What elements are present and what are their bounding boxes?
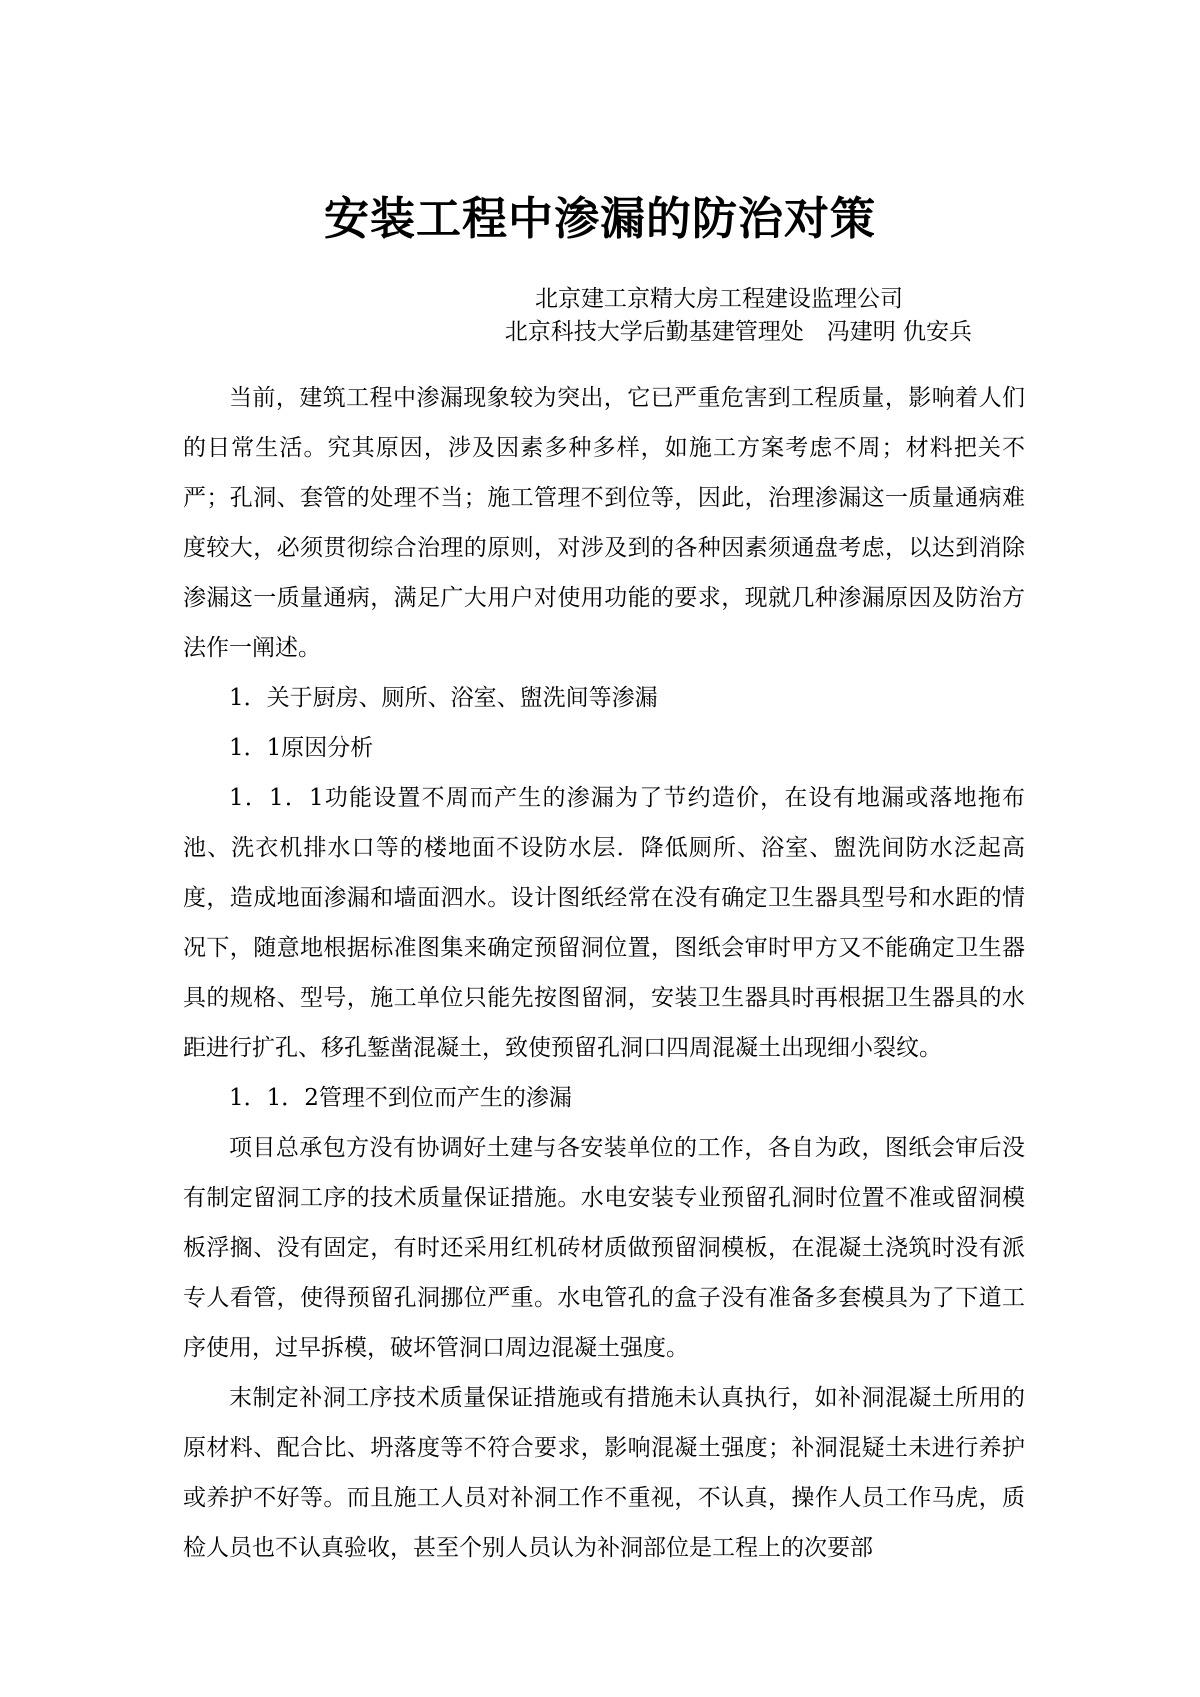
paragraph-management: 项目总承包方没有协调好土建与各安装单位的工作，各自为政，图纸会审后没有制定留洞工序的技术质量保证措施。水电安装专业预留孔洞时位置不准或留洞模板浮搁、没有固定，有时还采用红机砖材质做预留洞模板，在混凝土浇筑时没有派专人看管，使得预留孔洞挪位严重。水电管孔的盒子没有准备多套模具为了下道工序使用，过早拆模，破坏管洞口周边混凝土强度。 xyxy=(183,1135,1025,1361)
section-heading-1-1: 1．1原因分析 xyxy=(229,735,374,761)
document-title: 安装工程中渗漏的防治对策 xyxy=(323,192,876,246)
author-affiliation-2: 北京科技大学后勤基建管理处 冯建明 仇安兵 xyxy=(504,319,972,345)
paragraph-intro: 当前，建筑工程中渗漏现象较为突出，它已严重危害到工程质量，影响着人们的日常生活。究其原因，涉及因素多种多样，如施工方案考虑不周；材料把关不严；孔洞、套管的处理不当；施工管理不到位等，因此，治理渗漏这一质量通病难度较大，必须贯彻综合治理的原则，对涉及到的各种因素须通盘考虑，以达到消除渗漏这一质量通病，满足广大用户对使用功能的要求，现就几种渗漏原因及防治方法作一阐述。 xyxy=(183,385,1025,661)
document-body xyxy=(183,373,1025,1573)
author-affiliation-1: 北京建工京精大房工程建设监理公司 xyxy=(535,286,903,312)
section-heading-1-1-2: 1．1．2管理不到位而产生的渗漏 xyxy=(229,1085,572,1111)
section-heading-1: 1．关于厨房、厕所、浴室、盥洗间等渗漏 xyxy=(229,685,658,711)
paragraph-repair-holes: 末制定补洞工序技术质量保证措施或有措施未认真执行，如补洞混凝土所用的原材料、配合比、坍落度等不符合要求，影响混凝土强度；补洞混疑土未进行养护或养护不好等。而且施工人员对补洞工作不重视，不认真，操作人员工作马虎，质检人员也不认真验收，甚至个别人员认为补洞部位是工程上的次要部 xyxy=(183,1385,1025,1561)
paragraph-1-1-1: 1．1．1功能设置不周而产生的渗漏为了节约造价，在设有地漏或落地拖布池、洗衣机排水口等的楼地面不设防水层．降低厕所、浴室、盥洗间防水泛起高度，造成地面渗漏和墙面泗水。设计图纸经常在没有确定卫生器具型号和水距的情况下，随意地根据标准图集来确定预留洞位置，图纸会审时甲方又不能确定卫生器具的规格、型号，施工单位只能先按图留洞，安装卫生器具时再根据卫生器具的水距进行扩孔、移孔錾凿混凝土，致使预留孔洞口四周混凝土出现细小裂纹。 xyxy=(183,785,1025,1061)
